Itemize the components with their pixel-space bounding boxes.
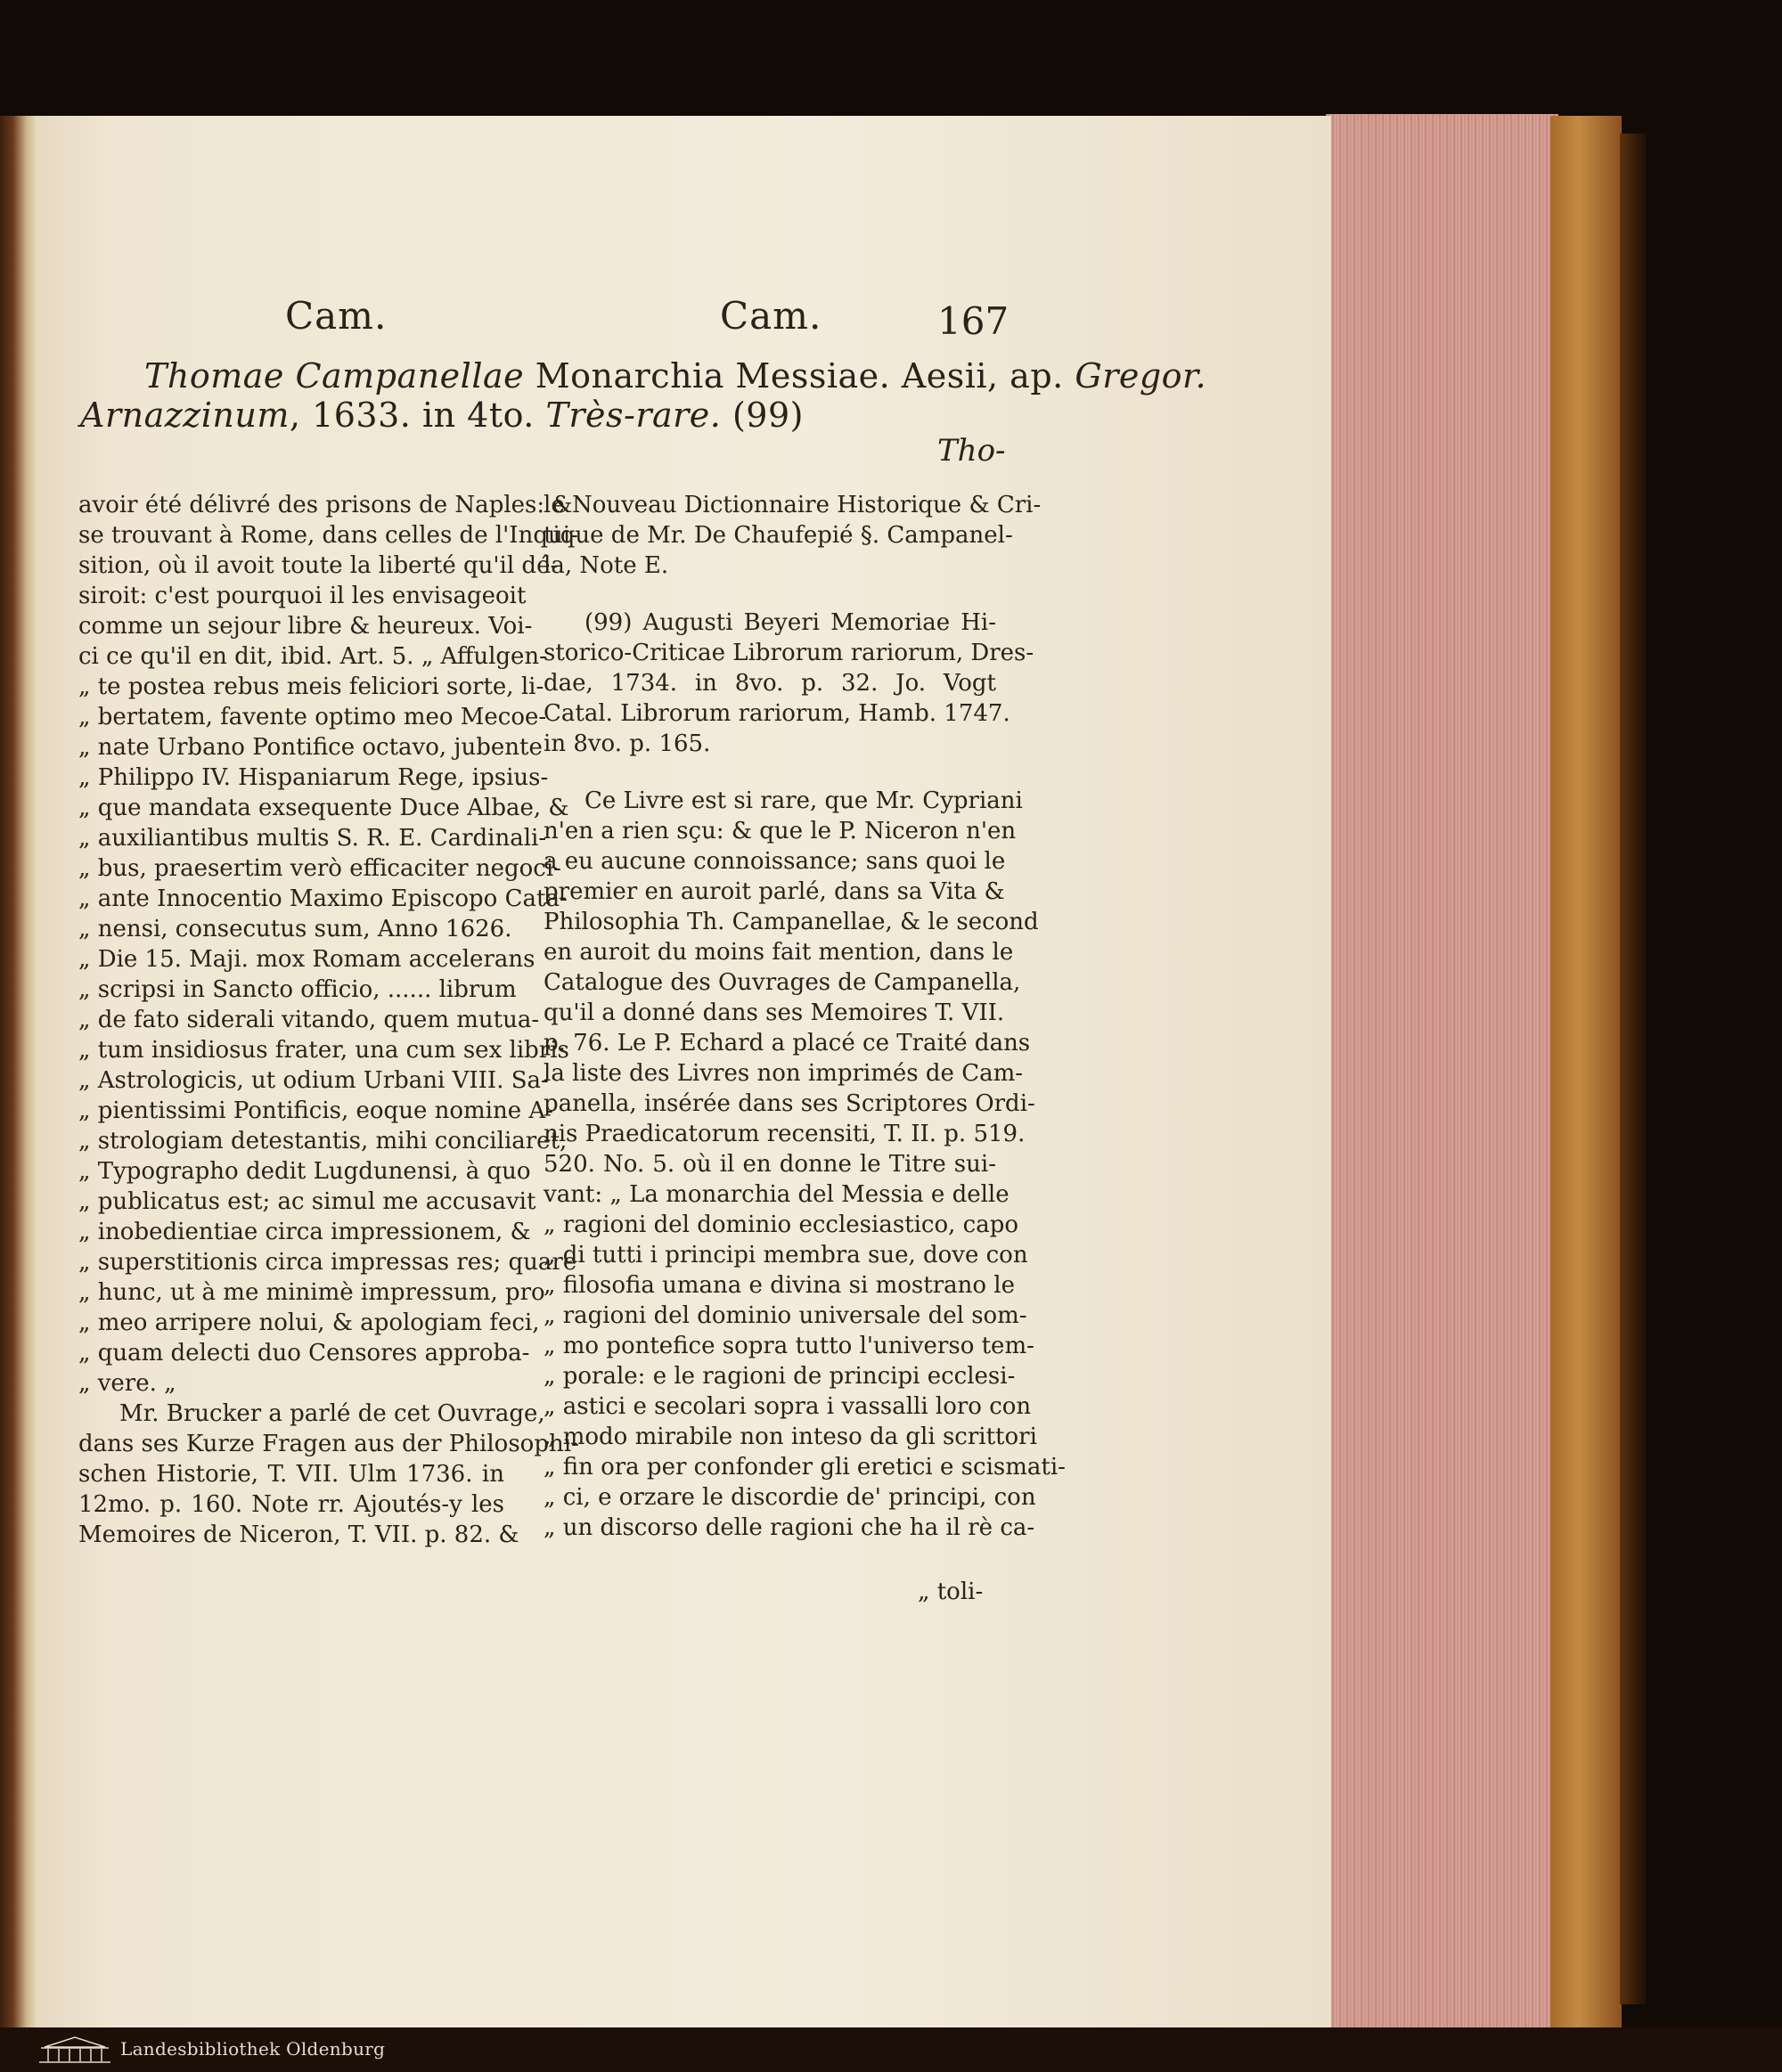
text-line: „ porale: e le ragioni de principi ecclesi- <box>544 1363 1016 1390</box>
entry-imprint: , 1633. in 4to. <box>289 396 535 435</box>
text-line: dae, 1734. in 8vo. p. 32. Jo. Vogt <box>544 670 996 697</box>
text-line: „ Die 15. Maji. mox Romam accelerans <box>78 946 535 973</box>
entry-author: Thomae Campanellae <box>144 356 525 396</box>
text-line: „ Typographo dedit Lugdunensi, à quo <box>78 1158 531 1185</box>
text-line: avoir été délivré des prisons de Naples: & <box>78 492 573 518</box>
text-line: „ auxiliantibus multis S. R. E. Cardinali- <box>78 825 547 852</box>
text-line: dans ses Kurze Fragen aus der Philosophi- <box>78 1431 579 1457</box>
entry-title: Monarchia Messiae. Aesii, ap. <box>535 356 1064 396</box>
paragraph-gap <box>544 581 996 608</box>
right-catchword: „ toli- <box>918 1578 984 1605</box>
text-line: le Nouveau Dictionnaire Historique & Cri- <box>544 492 1042 518</box>
text-line: premier en auroit parlé, dans sa Vita & <box>544 878 1005 905</box>
entry-publisher-1: Gregor. <box>1075 356 1207 396</box>
text-line: „ que mandata exsequente Duce Albae, & <box>78 795 569 821</box>
cover-shadow <box>1620 134 1647 2004</box>
text-line: „ nensi, consecutus sum, Anno 1626. <box>78 916 512 942</box>
text-line: qu'il a donné dans ses Memoires T. VII. <box>544 999 1005 1026</box>
text-line: (99) Augusti Beyeri Memoriae Hi- <box>584 609 996 636</box>
text-line: „ modo mirabile non inteso da gli scrittori <box>544 1423 1037 1450</box>
paragraph-gap <box>544 759 996 786</box>
text-line: se trouvant à Rome, dans celles de l'Inqui- <box>78 522 578 549</box>
text-line: 12mo. p. 160. Note rr. Ajoutés-y les <box>78 1491 504 1518</box>
text-line: „ Astrologicis, ut odium Urbani VIII. Sa- <box>78 1067 549 1094</box>
right-column <box>544 490 1066 1543</box>
text-line: vant: „ La monarchia del Messia e delle <box>544 1181 1010 1208</box>
text-line: panella, insérée dans ses Scriptores Ordi- <box>544 1090 1035 1117</box>
text-line: ci ce qu'il en dit, ibid. Art. 5. „ Affulgen- <box>78 643 547 670</box>
text-line: „ vere. „ <box>78 1370 176 1397</box>
library-name: Landesbibliothek Oldenburg <box>120 2038 386 2060</box>
entry-rarity: Très-rare. <box>545 396 722 435</box>
text-line: „ mo pontefice sopra tutto l'universo tem- <box>544 1333 1034 1359</box>
text-line: Philosophia Th. Campanellae, & le second <box>544 909 1039 935</box>
text-line: sition, où il avoit toute la liberté qu'il dé- <box>78 552 559 579</box>
text-line: „ ragioni del dominio universale del som- <box>544 1302 1027 1329</box>
text-line: „ publicatus est; ac simul me accusavit <box>78 1188 536 1215</box>
text-line: Mr. Brucker a parlé de cet Ouvrage, <box>119 1400 545 1427</box>
text-line: „ scripsi in Sancto officio, ...... librum <box>78 976 517 1003</box>
text-line: „ quam delecti duo Censores approba- <box>78 1340 530 1366</box>
running-head-left: Cam. <box>285 294 388 338</box>
text-line: nis Praedicatorum recensiti, T. II. p. 519. <box>544 1121 1026 1147</box>
text-line: „ bertatem, favente optimo meo Mecoe- <box>78 704 547 730</box>
text-line: Memoires de Niceron, T. VII. p. 82. & <box>78 1521 519 1548</box>
text-line: „ un discorso delle ragioni che ha il rè ca- <box>544 1514 1035 1541</box>
text-line: „ ci, e orzare le discordie de' principi, con <box>544 1484 1036 1511</box>
text-line: „ ragioni del dominio ecclesiastico, capo <box>544 1211 1019 1238</box>
text-line: „ Philippo IV. Hispaniarum Rege, ipsius- <box>78 764 549 791</box>
text-line: „ astici e secolari sopra i vassalli loro con <box>544 1393 1032 1420</box>
text-line: „ pientissimi Pontificis, eoque nomine A- <box>78 1097 553 1124</box>
text-line: „ tum insidiosus frater, una cum sex libris <box>78 1037 569 1064</box>
text-line: p. 76. Le P. Echard a placé ce Traité dans <box>544 1030 1031 1056</box>
text-line: „ superstitionis circa impressas res; quare <box>78 1249 577 1276</box>
entry-title-line-2 <box>80 396 804 435</box>
text-line: tique de Mr. De Chaufepié §. Campanel- <box>544 522 1013 549</box>
text-line: la liste des Livres non imprimés de Cam- <box>544 1060 1024 1087</box>
text-line: „ nate Urbano Pontifice octavo, jubente <box>78 734 543 761</box>
text-line: „ hunc, ut à me minimè impressum, pro <box>78 1279 545 1306</box>
book-fore-edge <box>1326 114 1558 2047</box>
entry-catchword: Tho- <box>937 433 1006 469</box>
text-line: la, Note E. <box>544 552 669 579</box>
library-building-icon <box>36 2035 114 2065</box>
running-head-center: Cam. <box>720 294 822 338</box>
text-line: Catalogue des Ouvrages de Campanella, <box>544 969 1021 996</box>
text-line: schen Historie, T. VII. Ulm 1736. in <box>78 1461 504 1488</box>
entry-publisher-2: Arnazzinum <box>80 396 290 435</box>
footer-bar <box>0 2027 1782 2072</box>
text-line: „ fin ora per confonder gli eretici e scismati- <box>544 1454 1066 1481</box>
text-line: comme un sejour libre & heureux. Voi- <box>78 613 533 640</box>
page-number: 167 <box>937 299 1010 343</box>
text-line: 520. No. 5. où il en donne le Titre sui- <box>544 1151 996 1178</box>
entry-note-ref: (99) <box>732 396 804 435</box>
left-column <box>78 490 579 1550</box>
text-line: en auroit du moins fait mention, dans le <box>544 939 1014 966</box>
text-line: „ inobedientiae circa impressionem, & <box>78 1219 531 1245</box>
text-line: in 8vo. p. 165. <box>544 730 711 757</box>
facing-page-edge <box>0 116 37 2031</box>
text-line: „ ante Innocentio Maximo Episcopo Cata- <box>78 885 568 912</box>
text-line: siroit: c'est pourquoi il les envisageoit <box>78 583 527 609</box>
entry-title-line-1 <box>144 356 1206 396</box>
text-line: „ de fato siderali vitando, quem mutua- <box>78 1007 540 1033</box>
text-line: a eu aucune connoissance; sans quoi le <box>544 848 1006 875</box>
text-line: „ bus, praesertim verò efficaciter negoci- <box>78 855 561 882</box>
book-cover-edge <box>1550 116 1622 2031</box>
text-line: „ te postea rebus meis feliciori sorte, li- <box>78 673 544 700</box>
text-line: „ di tutti i principi membra sue, dove con <box>544 1242 1028 1268</box>
text-line: „ meo arripere nolui, & apologiam feci, <box>78 1309 540 1336</box>
text-line: Ce Livre est si rare, que Mr. Cypriani <box>584 787 1023 814</box>
text-line: n'en a rien sçu: & que le P. Niceron n'en <box>544 818 1017 844</box>
text-line: Catal. Librorum rariorum, Hamb. 1747. <box>544 700 1010 727</box>
text-line: „ filosofia umana e divina si mostrano le <box>544 1272 1016 1299</box>
text-line: „ strologiam detestantis, mihi conciliaret, <box>78 1128 568 1154</box>
text-line: storico-Criticae Librorum rariorum, Dres- <box>544 640 1034 666</box>
